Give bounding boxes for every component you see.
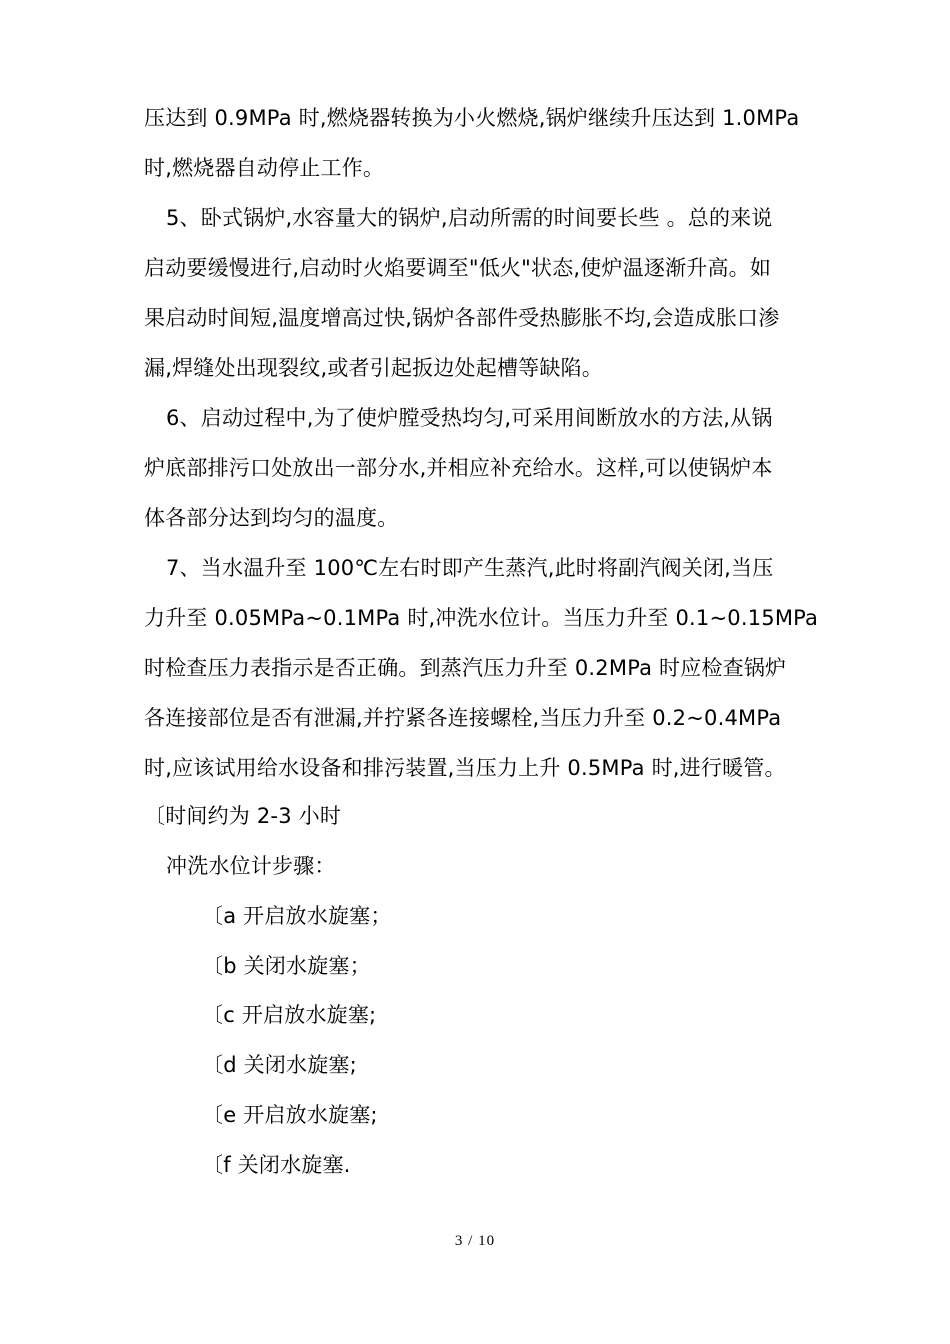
text-line: 〔时间约为 2-3 小时 [144, 804, 342, 828]
text-line: 压达到 0.9MPa 时,燃烧器转换为小火燃烧,锅炉继续升压达到 1.0MPa [144, 106, 800, 130]
page-number: 3 / 10 [454, 1233, 496, 1249]
text-line: 炉底部排污口处放出一部分水,并相应补充给水。这样,可以使锅炉本 [144, 456, 773, 480]
list-item: 〔e 开启放水旋塞; [202, 1103, 378, 1127]
text-line: 体各部分达到均匀的温度。 [144, 506, 399, 530]
list-item: 〔a 开启放水旋塞； [202, 904, 392, 928]
text-line: 果启动时间短,温度增高过快,锅炉各部件受热膨胀不均,会造成胀口渗 [144, 306, 780, 330]
list-item: 〔d 关闭水旋塞; [202, 1053, 357, 1077]
list-item: 〔f 关闭水旋塞. [202, 1153, 351, 1177]
list-item: 〔b 关闭水旋塞； [202, 954, 371, 978]
text-line: 时,燃烧器自动停止工作。 [144, 156, 385, 180]
text-line: 启动要缓慢进行,启动时火焰要调至"低火"状态,使炉温逐渐升高。如 [144, 256, 772, 280]
text-line: 5、卧式锅炉,水容量大的锅炉,启动所需的时间要长些 。总的来说 [166, 206, 773, 230]
text-line: 7、当水温升至 100℃左右时即产生蒸汽,此时将副汽阀关闭,当压 [166, 556, 774, 580]
text-line: 时,应该试用给水设备和排污装置,当压力上升 0.5MPa 时,进行暖管。 [144, 756, 786, 780]
text-line: 力升至 0.05MPa~0.1MPa 时,冲洗水位计。当压力升至 0.1~0.15MPa [144, 606, 819, 630]
text-line: 各连接部位是否有泄漏,并拧紧各连接螺栓,当压力升至 0.2~0.4MPa [144, 706, 782, 730]
text-line: 时检查压力表指示是否正确。到蒸汽压力升至 0.2MPa 时应检查锅炉 [144, 656, 787, 680]
list-item: 〔c 开启放水旋塞; [202, 1003, 377, 1027]
text-line: 漏,焊缝处出现裂纹,或者引起扳边处起槽等缺陷。 [144, 356, 603, 380]
text-line: 6、启动过程中,为了使炉膛受热均匀,可采用间断放水的方法,从锅 [166, 406, 773, 430]
section-heading: 冲洗水位计步骤： [166, 854, 336, 878]
